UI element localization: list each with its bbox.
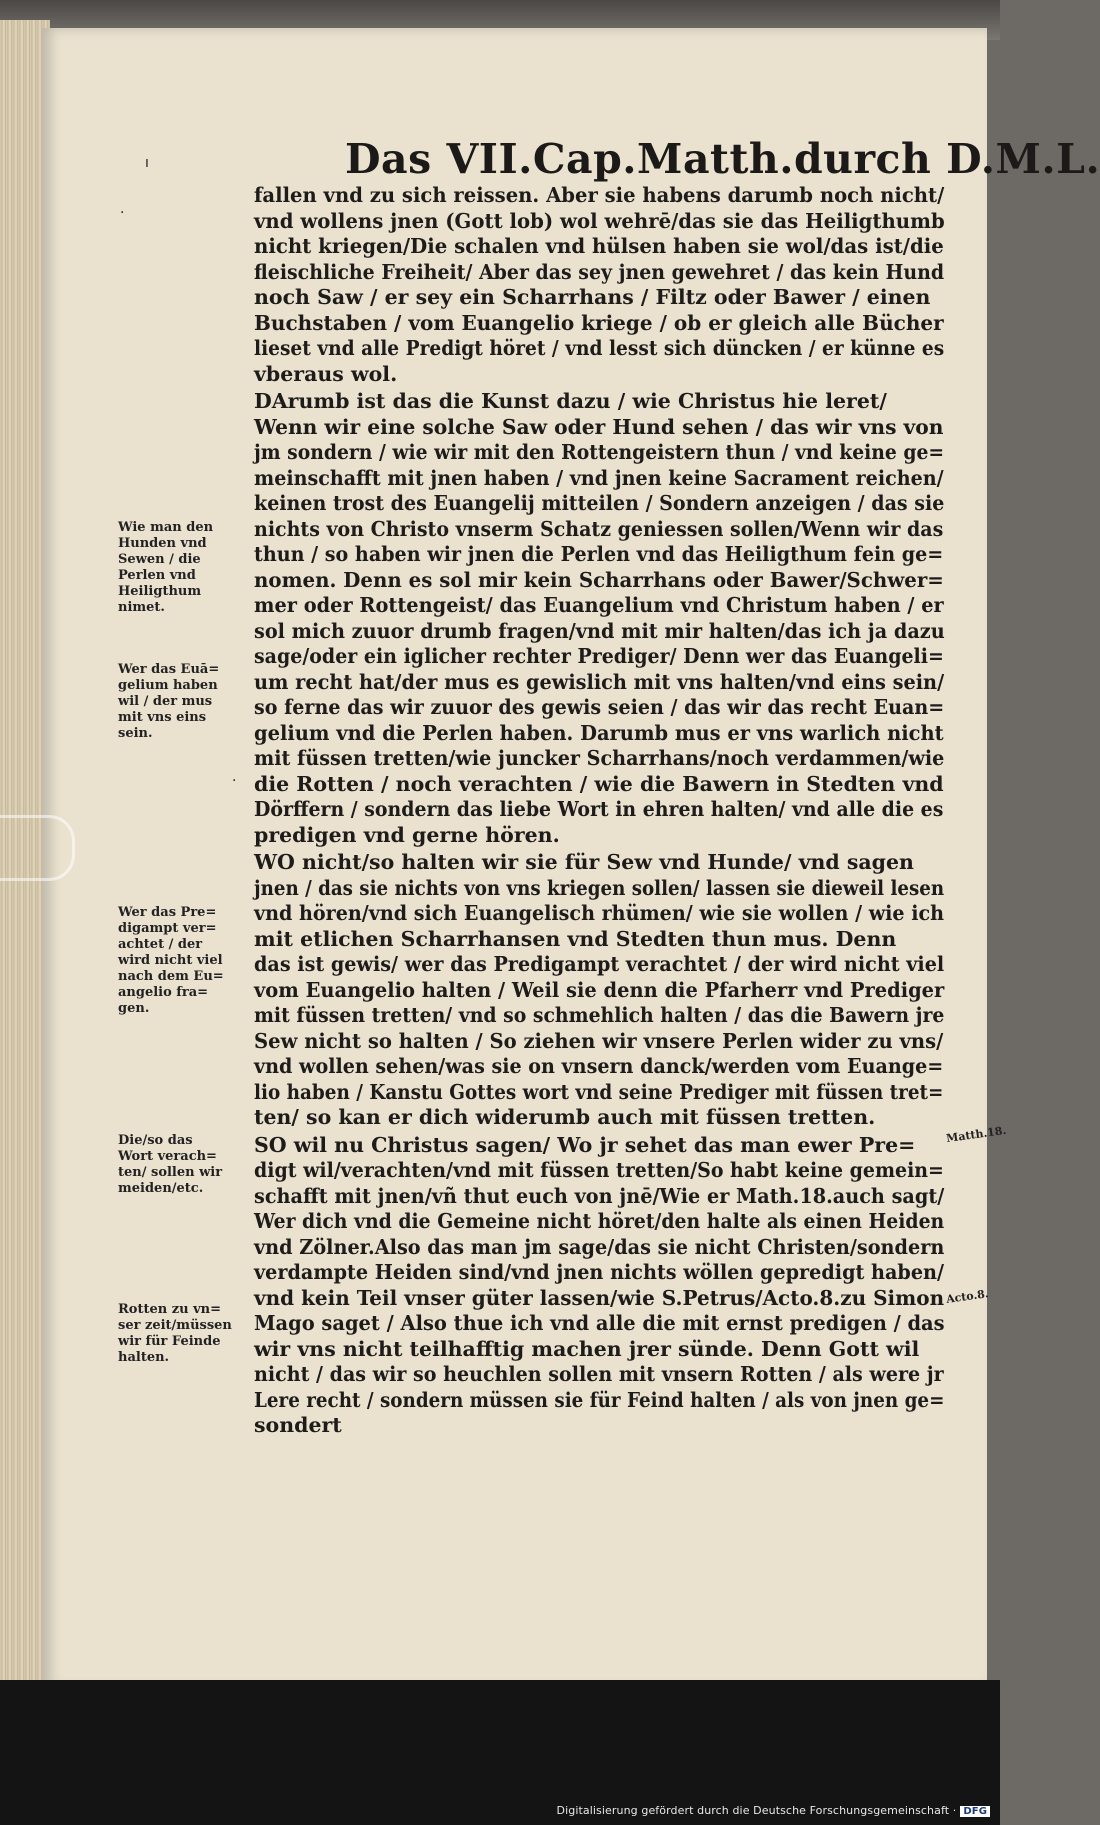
text-line: nicht / das wir so heuchlen sollen mit vnsern Rotten / als were jr xyxy=(254,1362,944,1386)
text-line: jm sondern / wie wir mit den Rottengeistern thun / vnd keine ge= xyxy=(254,440,945,464)
text-line: sondert xyxy=(254,1413,342,1437)
text-line: lio haben / Kanstu Gottes wort vnd seine Prediger mit füssen tret= xyxy=(254,1079,944,1104)
text-line: Dörffern / sondern das liebe Wort in ehren halten/ vnd alle die es xyxy=(254,797,944,821)
margin-note xyxy=(118,905,248,1017)
margin-note-line: Wer das Euā= xyxy=(118,662,220,677)
margin-reference: Acto.8. xyxy=(945,1287,990,1306)
margin-note-line: Wie man den xyxy=(118,520,214,535)
margin-note-line: Sewen / die xyxy=(118,552,201,567)
margin-reference: Matth.18. xyxy=(945,1123,1008,1146)
text-line: predigen vnd gerne hören. xyxy=(254,822,560,847)
margin-note-line: Hunden vnd xyxy=(118,536,207,551)
margin-note-line: Perlen vnd xyxy=(118,568,196,583)
text-line: fleischliche Freiheit/ Aber das sey jnen gewehret / das kein Hund xyxy=(254,259,945,284)
margin-note-line: wird nicht viel xyxy=(118,953,223,968)
text-line: vnd kein Teil vnser güter lassen/wie S.Petrus/Acto.8.zu Simon xyxy=(254,1285,945,1310)
margin-note-line: gelium haben xyxy=(118,678,218,693)
text-line: SO wil nu Christus sagen/ Wo jr sehet das man ewer Pre= xyxy=(254,1132,916,1157)
margin-note xyxy=(118,1302,248,1366)
margin-note-line: Wort verach= xyxy=(118,1149,217,1164)
text-line: wir vns nicht teilhafftig machen jrer sünde. Denn Gott wil xyxy=(254,1336,920,1361)
text-line: Buchstaben / vom Euangelio kriege / ob er gleich alle Bücher xyxy=(254,310,944,335)
page-mark: ı xyxy=(145,155,149,171)
text-line: schafft mit jnen/vñ thut euch von jnē/Wie er Math.18.auch sagt/ xyxy=(254,1183,945,1208)
text-line: vom Euangelio halten / Weil sie denn die Pfarherr vnd Prediger xyxy=(254,977,945,1002)
margin-note-line: achtet / der xyxy=(118,937,203,952)
text-line: vnd Zölner.Also das man jm sage/das sie nicht Christen/sondern xyxy=(254,1234,945,1259)
margin-note-line: ser zeit/müssen xyxy=(118,1318,232,1333)
text-line: vnd wollens jnen (Gott lob) wol wehrē/das sie das Heiligthumb xyxy=(254,208,945,233)
margin-note-line: nimet. xyxy=(118,600,165,615)
text-line: nicht kriegen/Die schalen vnd hülsen haben sie wol/das ist/die xyxy=(254,234,944,258)
margin-note-line: mit vns eins xyxy=(118,710,207,725)
text-line: so ferne das wir zuuor des gewis seien / das wir das recht Euan= xyxy=(254,695,945,719)
margin-note-line: ten/ sollen wir xyxy=(118,1165,223,1180)
text-line: gelium vnd die Perlen haben. Darumb mus er vns warlich nicht xyxy=(254,720,944,745)
text-line: mit füssen tretten/ vnd so schmehlich halten / das die Bawern jre xyxy=(254,1003,945,1027)
text-line: um recht hat/der mus es gewislich mit vns halten/vnd eins sein/ xyxy=(254,669,945,694)
digitization-credit xyxy=(557,1804,990,1817)
margin-note xyxy=(118,520,248,616)
main-text xyxy=(254,183,945,1439)
text-line: vnd wollen sehen/was sie on vnsern danck/werden vom Euange= xyxy=(254,1054,944,1078)
margin-note-line: angelio fra= xyxy=(118,985,209,1000)
text-line: Wer dich vnd die Gemeine nicht höret/den halte als einen Heiden xyxy=(254,1209,945,1233)
margin-note-line: Rotten zu vn= xyxy=(118,1302,221,1317)
margin-note-line: digampt ver= xyxy=(118,921,217,936)
margin-note-line: Wer das Pre= xyxy=(118,905,217,920)
page-mark: · xyxy=(232,773,237,789)
margin-note-line: sein. xyxy=(118,726,153,741)
text-line: digt wil/verachten/vnd mit füssen tretten/So habt keine gemein= xyxy=(254,1158,944,1182)
text-line: lieset vnd alle Predigt höret / vnd lesst sich düncken / er künne es xyxy=(254,336,945,360)
text-line: sol mich zuuor drumb fragen/vnd mit mir halten/das ich ja dazu xyxy=(254,618,945,643)
margin-note xyxy=(118,1133,248,1197)
text-line: thun / so haben wir jnen die Perlen vnd das Heiligthum fein ge= xyxy=(254,542,944,566)
margin-note xyxy=(118,662,248,742)
page-clip xyxy=(0,815,75,881)
text-line: WO nicht/so halten wir sie für Sew vnd Hunde/ vnd sagen xyxy=(254,850,914,874)
text-line: das ist gewis/ wer das Predigampt verachtet / der wird nicht viel xyxy=(254,952,945,976)
text-line: ten/ so kan er dich widerumb auch mit füssen tretten. xyxy=(254,1105,876,1129)
margin-note-line: wil / der mus xyxy=(118,694,213,709)
text-line: nomen. Denn es sol mir kein Scharrhans oder Bawer/Schwer= xyxy=(254,567,944,592)
text-line: noch Saw / er sey ein Scharrhans / Filtz oder Bawer / einen xyxy=(254,285,931,309)
text-line: mit etlichen Scharrhansen vnd Stedten thun mus. Denn xyxy=(254,926,897,951)
margin-note-line: halten. xyxy=(118,1350,170,1365)
text-line: vberaus wol. xyxy=(254,361,398,386)
text-line: Mago saget / Also thue ich vnd alle die mit ernst predigen / das xyxy=(254,1311,945,1335)
margin-note-line: meiden/etc. xyxy=(118,1181,204,1196)
running-head: Das VII.Cap.Matth.durch D.M.L. xyxy=(345,135,1100,183)
text-line: jnen / das sie nichts von vns kriegen sollen/ lassen sie dieweil lesen xyxy=(254,875,945,900)
text-line: mer oder Rottengeist/ das Euangelium vnd Christum haben / er xyxy=(254,593,944,617)
text-line: DArumb ist das die Kunst dazu / wie Christus hie leret/ xyxy=(254,389,887,413)
margin-note-line: gen. xyxy=(118,1001,150,1016)
page-mark: · xyxy=(120,205,125,221)
margin-note-line: Die/so das xyxy=(118,1133,193,1148)
margin-note-line: Heiligthum xyxy=(118,584,202,599)
text-line: meinschafft mit jnen haben / vnd jnen keine Sacrament reichen/ xyxy=(254,465,944,490)
text-line: verdampte Heiden sind/vnd jnen nichts wöllen gepredigt haben/ xyxy=(254,1260,945,1284)
credit-text: Digitalisierung gefördert durch die Deutsche Forschungsgemeinschaft · xyxy=(556,1804,957,1817)
text-line: nichts von Christo vnserm Schatz geniessen sollen/Wenn wir das xyxy=(254,516,944,541)
text-line: fallen vnd zu sich reissen. Aber sie habens darumb noch nicht/ xyxy=(254,183,945,207)
text-line: Lere recht / sondern müssen sie für Feind halten / als von jnen ge= xyxy=(254,1387,945,1412)
text-line: mit füssen tretten/wie juncker Scharrhans/noch verdammen/wie xyxy=(254,746,945,770)
text-line: Sew nicht so halten / So ziehen wir vnsere Perlen wider zu vns/ xyxy=(254,1028,944,1053)
text-line: sage/oder ein iglicher rechter Prediger/ Denn wer das Euangeli= xyxy=(254,644,944,668)
margin-note-line: wir für Feinde xyxy=(118,1334,221,1349)
text-line: die Rotten / noch verachten / wie die Bawern in Stedten vnd xyxy=(254,771,944,796)
dfg-logo: DFG xyxy=(960,1806,990,1817)
margin-note-line: nach dem Eu= xyxy=(118,969,224,984)
text-line: vnd hören/vnd sich Euangelisch rhümen/ wie sie wollen / wie ich xyxy=(254,901,945,925)
text-line: Wenn wir eine solche Saw oder Hund sehen / das wir vns von xyxy=(254,414,944,439)
text-line: keinen trost des Euangelij mitteilen / Sondern anzeigen / das sie xyxy=(254,491,945,515)
